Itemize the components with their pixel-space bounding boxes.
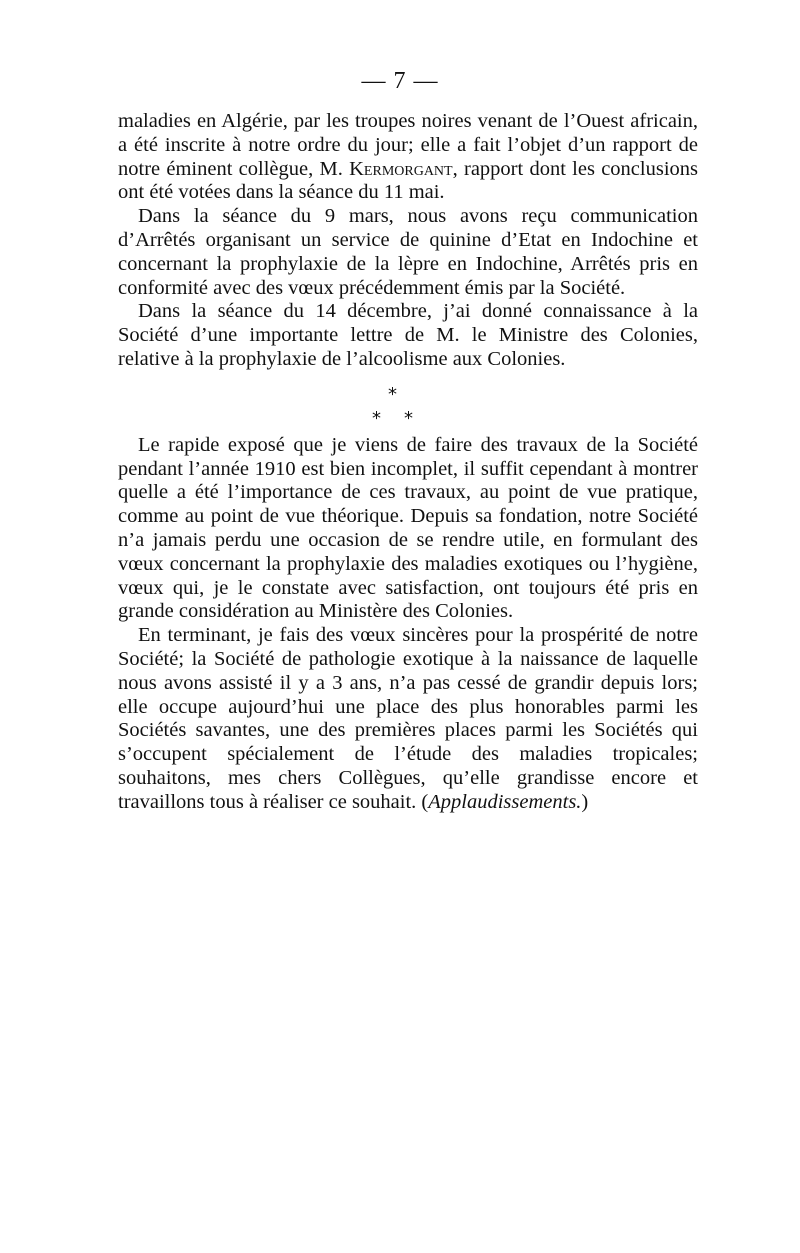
paragraph-text: maladies en Algérie, par les troupes noires venant de l’Ouest africain, a été inscrite à notre ordre du jour; elle a fait l’objet d’un rapport de notre éminent collègue, M. xyxy=(118,110,698,180)
body-text xyxy=(118,110,698,815)
paragraph-continued xyxy=(118,110,698,205)
paragraph xyxy=(118,624,698,814)
applause-note: Applaudissements. xyxy=(428,790,582,813)
asterisk-icon: * xyxy=(388,383,397,405)
paragraph-text: , rapport dont les conclusions ont été votées dans la séance du 11 mai. xyxy=(118,157,698,204)
paragraph: Dans la séance du 9 mars, nous avons reçu communication d’Arrêtés organisant un service de quinine d’Etat en Indochine et concernant la prophylaxie de la lèpre en Indochine, Arrêtés pris en conformité avec des vœux précédemment émis par la Société. xyxy=(118,205,698,299)
asterisk-icon: * xyxy=(372,407,381,429)
paragraph: Le rapide exposé que je viens de faire des travaux de la Société pendant l’année 1910 est bien incomplet, il suffit cependant à montrer quelle a été l’importance de ces travaux, au point de vue pratique, comme au point de vue théorique. Depuis sa fondation, notre Société n’a jamais perdu une occasion de se rendre utile, en formulant des vœux concernant la prophylaxie des maladies exotiques ou l’hygiène, vœux qui, je le constate avec satisfaction, ont toujours été pris en grande considération au Ministère des Colonies. xyxy=(118,433,698,623)
asterisk-icon: * xyxy=(404,407,413,429)
author-name: Kermorgant xyxy=(349,157,453,180)
paragraph: Dans la séance du 14 décembre, j’ai donné connaissance à la Société d’une importante lettre de M. le Ministre des Colonies, relative à la prophylaxie de l’alcoolisme aux Colonies. xyxy=(118,300,698,370)
page-number: — 7 — xyxy=(361,68,439,94)
paragraph-text: En terminant, je fais des vœux sincères pour la prospérité de notre Société; la Société de pathologie exotique à la naissance de laquelle nous avons assisté il y a 3 ans, n’a pas cessé de grandir depuis lors; elle occupe aujourd’hui une place des plus honorables parmi les Sociétés savantes, une des premières places parmi les Sociétés qui s’occupent spécialement de l’étude des maladies tropicales; souhaitons, mes chers Collègues, qu’elle grandisse encore et travaillons tous à réaliser ce souhait. ( xyxy=(118,624,698,813)
asterism-separator xyxy=(118,372,698,434)
paragraph-text: ) xyxy=(581,790,589,813)
